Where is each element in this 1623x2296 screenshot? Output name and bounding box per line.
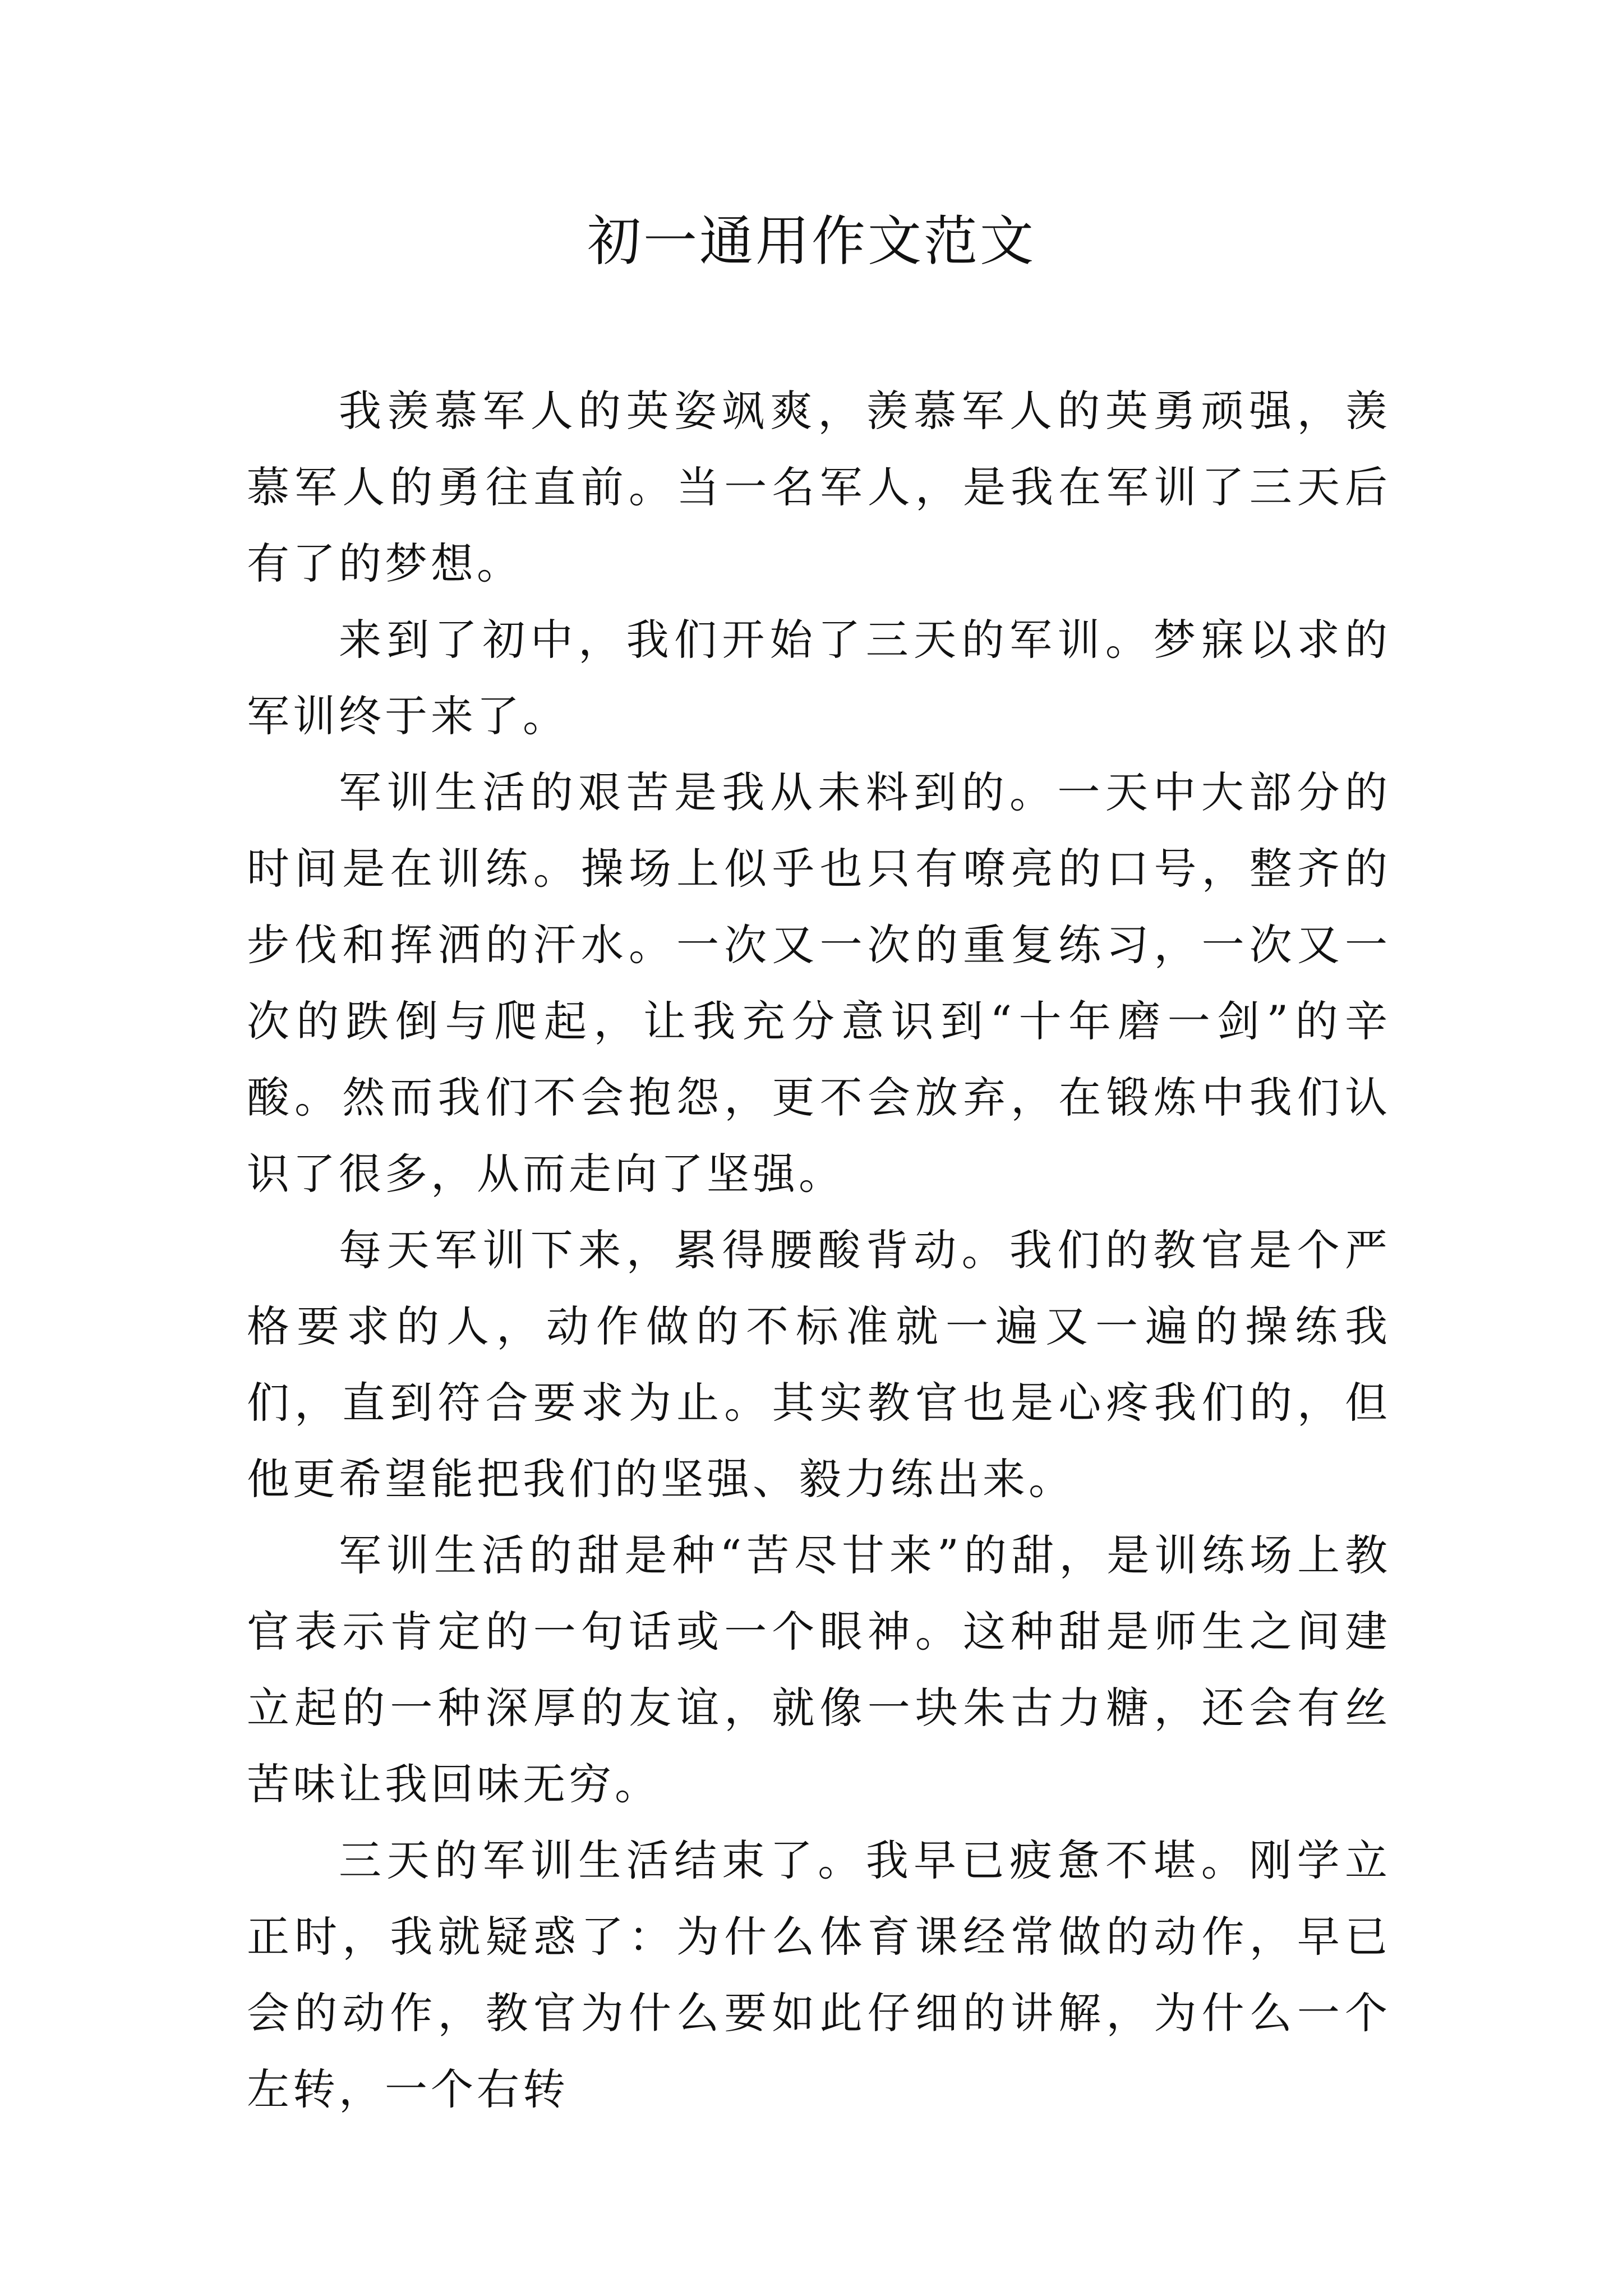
document-title: 初一通用作文范文 xyxy=(587,210,1036,273)
paragraph: 军训生活的艰苦是我从未料到的。一天中大部分的时间是在训练。操场上似乎也只有嘹亮的口号，整齐的步伐和挥洒的汗水。一次又一次的重复练习，一次又一次的跌倒与爬起，让我充分意识到“十年磨一剑”的辛酸。然而我们不会抱怨，更不会放弃，在锻炼中我们认识了很多，从而走向了坚强。 xyxy=(247,767,1391,1199)
paragraph: 每天军训下来，累得腰酸背动。我们的教官是个严格要求的人，动作做的不标准就一遍又一遍的操练我们，直到符合要求为止。其实教官也是心疼我们的，但他更希望能把我们的坚强、毅力练出来。 xyxy=(247,1225,1391,1504)
paragraph: 军训生活的甜是种“苦尽甘来”的甜，是训练场上教官表示肯定的一句话或一个眼神。这种甜是师生之间建立起的一种深厚的友谊，就像一块朱古力糖，还会有丝苦味让我回味无穷。 xyxy=(247,1530,1391,1809)
paragraph: 三天的军训生活结束了。我早已疲惫不堪。刚学立正时，我就疑惑了：为什么体育课经常做的动作，早已会的动作，教官为什么要如此仔细的讲解，为什么一个左转，一个右转 xyxy=(247,1835,1391,2114)
document-body xyxy=(247,373,1391,2128)
paragraph: 我羡慕军人的英姿飒爽，羡慕军人的英勇顽强，羡慕军人的勇往直前。当一名军人，是我在军训了三天后有了的梦想。 xyxy=(247,386,1391,588)
paragraph: 来到了初中，我们开始了三天的军训。梦寐以求的军训终于来了。 xyxy=(247,615,1391,741)
